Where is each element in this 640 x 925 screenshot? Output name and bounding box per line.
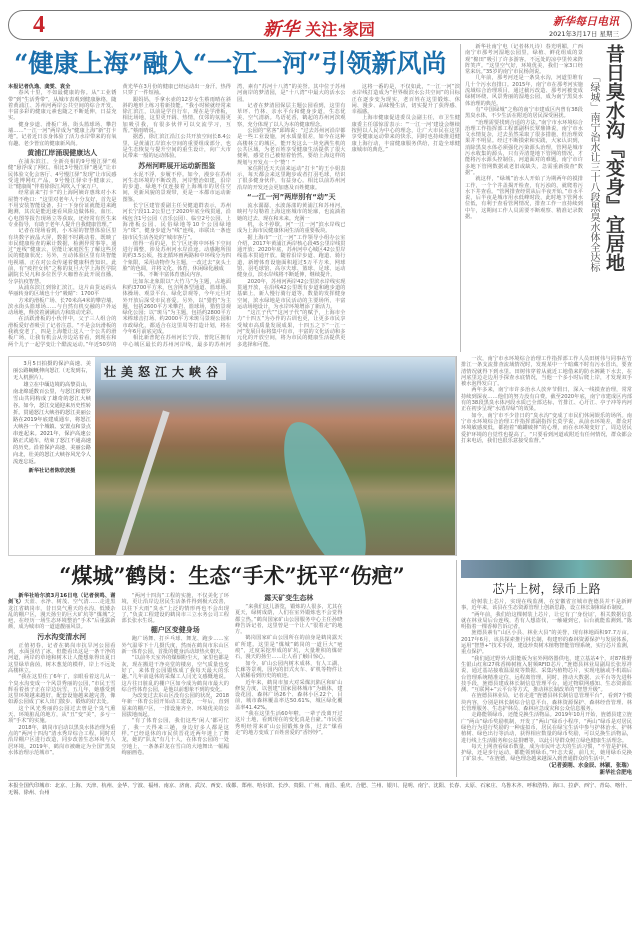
subhead-huangpu: 黄浦江岸涌现健康达人 xyxy=(27,148,98,157)
headline-shanghai: “健康上海”融入“一江一河”引领新风尚 xyxy=(14,49,447,78)
paragraph: “我在这里住了6年了，亲眼看着这几从一个臭水沟变成一个风景秀丽的公园，”市民王雪辉看着孩子正在岸边玩雪，五几年，她感受到这里环境越来越好，配套设施越来越完善，像如源公园成了家人出门散步、锻炼的好去处。 xyxy=(8,674,116,706)
caption-text: 3月5日拍摄的保泸高速、美丽公路蜿蜒伸向怒江（无发到右，无人机照片）。 xyxy=(13,361,91,381)
headline-chip: 芯片上树，绿币上路 xyxy=(492,582,601,596)
photo-credit: 新华社记者陈欣波摄 xyxy=(28,468,76,474)
paragraph: “来我们这儿游览，锻炼的人很多，尤其在夏天，绿树成荫，人们在室外锻炼也不会觉得都立热。”鹤岗国家矿山公园服务中心主任孙晓峰告诉记者，这里曾是一个让人“很着走”的地方。 xyxy=(235,604,343,636)
nujiang-canyon-photo xyxy=(95,357,455,555)
paragraph: 在活跃滑板的小伙伴中，父子三人组合的滑板爱好者吸引了记者注意。“不是会玩滑板的我就变老了，四是上海能让这人一个公共的滑板广场，让我有机会从旁边站着看，到现在和两个儿子一起学变让个酷流运动。”年近50岁的黄光华在3月份的健康已经运动出一身汗，热得只穿了一件短袖。 xyxy=(8,84,231,348)
paragraph: “治理需要找到合适的方法。”南宁市水环境综合治理工作指挥部工程部副科长覃鼎锋说，南宁市水文水情复杂，过去虽然采取了很多措施，但治理效果并不明显。经过不断摸索和实践，大家认识到，消除黑臭水体必须强化污染源头治理，管网是城市污水收集的源头，只有弄清楚地下管网的情况，才能将污水源头控制住，河道面对的难题，南宁市许多地下管网数据或老旧或缺失，急需重新摸查“数据”。 xyxy=(465,119,583,176)
lead: 天蓝、水净、树茂、空气清……走进黑龙江省鹤岗市，昔日臭气熏天的水沟，低矮杂乱的棚户区，漫天扬尘的巨大矿坑等“煤城”之疤，在经历一场生态环境整治“手术”后重露新颜，成为城市的一道道靓丽风景。 xyxy=(8,599,116,631)
highway-shape xyxy=(107,410,169,555)
paragraph: 跟妈妈，手拿水壶的12岁女生蔡雨晴在斜斜的地形上练习着新技能。“我小时候就经常来徐汇滨江，以前是学自行车，现在是学滑板，相比场地，这里更开阔、热情，仅邻的氛围更加吸引我，有很多伙伴可以交流学习，互帮。”蔡雨晴说。 xyxy=(122,96,231,135)
headline-hegang: “煤城”鹤岗：生态“手术”抚平“伤疤” xyxy=(59,563,405,588)
paragraph: 近年来，鹤岗市加大对采煤沉陷区和矿山修复力度，以创建“国家园林城市”为载体，建设花园、森林广场26个、森林小区22个，目前，城市森林覆盖率达50.61%，城区绿化覆盖率41.42%。 xyxy=(235,679,343,711)
paragraph: 一体，不断丰富体育惠民内容。 xyxy=(132,272,206,279)
paragraph: “有了体育公园，我们这些‘闲人’都可忙了，我一天得来三趟，身边好多人都是这样。”已经退休的市民侯晋花近两年迷上了舞龙，她的“队友”有几十人，在体育公园的一处空地上，一条条彩龙在雪白的大地舞出一幅幅绚丽画卷。 xyxy=(121,718,229,756)
chip-tree-photo xyxy=(461,560,632,578)
paragraph: 新华社南宁电（记者林凡诗）春光明媚，广西南宁市那考河湿地公园里，绿植、鲜花组成的景观“棉田”吸引了许多游客。不远处的凉亭里传来阵阵笑声。“这里空气好，环境优美，我们一家3口经常来玩。”35岁的南宁市民杨剑说。 xyxy=(465,44,583,76)
paragraph: 家住附近天天前来运动“打卡”的王小姐表示，每天都会来这里跑步或者打羽毛球，结识了很多健身伙伴，有益身心。相比以前苏州河沿岸的开发还会更加惠及百姓健康。 xyxy=(237,165,346,191)
article-chip-body xyxy=(461,599,632,763)
subtitle-nanning: 「绿城」南宁治水让三十八段黑臭水体全达标 xyxy=(588,72,599,272)
paragraph: 就这样，“绿城”治水人开始了为期两年的摸排工作，一个个井盖揭开检查，有污浊的，就爬着污水下井查看。“管网排查经常从后半夜开始，”市水平说，后半夜是城市用水低峰时段，此时地下管网水位低，有利于查看管网情况，排查工作一直持续到中午，这期间工作人员需要不断观察、精准记录数据。 xyxy=(465,176,583,221)
reporters: （记者姜刚、水金辰、林颖、张瑞） xyxy=(545,762,632,769)
nanning-titles xyxy=(583,44,629,352)
middle-band xyxy=(8,356,632,556)
byline: 本报记者仇逸、龚雯、袁全 xyxy=(8,84,71,90)
agency: 新华社合肥电 xyxy=(599,769,632,776)
subhead-shantytown: 棚户区变健身场 xyxy=(150,626,200,635)
paragraph: “这江子代”“这河子代”的赋予，上海市全力“十四五”为办作的古训也更，让更多市民享受城市高质量发展成果，十四五之下“一江一河”发展目标将集中有市，丰富的文化活动和多元化的开放空间，将为市民的健康生活提供更多选择和可能。 xyxy=(237,310,346,348)
paragraph: 据上海市“一江一河”工作领导小组办公室介绍，2017年黄浦江两岸核心段45公里岸线贯通开放；2020年底，苏州河中心城区42公里岸线基本贯通开放。随着沿岸步道、跑道、骑行道，新增体育设施面积超过5万平方米，网球馆、羽毛球馆、高尔夫球、篮球、足球、运动健身点，滨水岸线将不断延伸，继续提升。 xyxy=(237,234,346,279)
paragraph: 方米的滑板广场、长70米高4米的攀岩墙、滨水街头篮球场……与自然有机交融的户外运动场地，释放着满满活力和韵动光彩。 xyxy=(8,297,117,317)
article-nanning-body xyxy=(465,44,583,352)
paragraph: 如今，南宁市不少昔日的“臭水沟”变成了市民们休闲娱乐的场所。南宁市水环境综合治理工作指挥部副指挥长莫学说，从前水环境差，群众对环境敏感度低，都抱着“破罐破摔”的心理，而在水环境变好了，周边居民爱护环境的自觉性也提高了。“只要看到河道或附近有任何情况，群众都会打来电话，我们也很乐意接受监督。” xyxy=(461,412,632,444)
paragraph: 走路能领绿币，还能兑换生活物品。2019年10月开始，旌德县建立旌广“两山”绿币奖励机制，开发了“两山”绿币小程序，“两山”绿币是对居民绿色行为进行奖励的一种虚拟币，居民在绿宝生活中参与护林治水、护林植树、绿色出行等活动，获得相应数量的绿币奖励，可以兑换生活物品，进行线上生活服务和公益捐赠等，以此引导群众树立绿色健康生活理念。 xyxy=(461,712,632,744)
headline-nanning: 昔日臭水沟『变身』宜居地 xyxy=(603,44,625,272)
river-shape xyxy=(272,412,379,555)
subhead-two-banks: “一江一河”两岸别有“动”天 xyxy=(247,193,336,202)
photo-title: 壮美怒江大峡谷 xyxy=(101,363,226,380)
paragraph: 在浦东滨江，全新亮相的9号慢江驿“观健”悬浮成了网红。相比3号慢江驿“遇见”让市民体验文化会客厅、4号慢江驿“发现”让市民感受进博网红产品，9号慢江驿牵手健康云，让“健康阁”伴着徐徐江风吹入千家万户。 xyxy=(8,158,117,191)
paragraph: 为改变过去东山区没有公园的状况，2018年新一体育公园开始动工建设，一年后，直到原来的棚户区，一排设施齐全、环境优美的公园拔地而起。 xyxy=(121,693,229,719)
paragraph: 春风十里，不如最健康的你。从“工业锈带”到“生活秀带”，从城市表观到健康脉络，随着黄浦江、苏州河两岸公共空间的综合开发，丰富多彩的健康元素也随之不断延伸，日益充实。 xyxy=(8,90,117,122)
paragraph: 记者在梦清园保层主题公园看到，这里有草坪、竹林、亲水平台和健身步道，生态优美、空气清新。鸟语花香，鹤起的苏州河滨观察，充分体现了以人为本的健康理念。 xyxy=(237,102,346,128)
subhead-openpit: 露天矿变生态林 xyxy=(264,594,314,602)
caption-text: 雄立在中缅边境的高黎贡山，南北绵延数百公里，与怒江和碧罗雪山共同构成了雄奇的怒江大峡谷。如今，怒江交通迎来历史性转折。贯通怒江大峡谷的怒江美丽公路在2019年底建成通车，将怒江大峡谷一个个城镇、安置点和景点串连起来。2021年，保泸高速公路正式通车，结束了怒江不通高速的历史。沿着保泸高速、美丽公路向北，壮美的怒江大峡谷风光令人流连忘返。 xyxy=(13,382,91,465)
paragraph: 几年前，那考河还是一条臭水沟，河道里堆有几十个污水直排口。2015年，南宁市在那考河实施流域综合治理项目，通过截污改造、那考河被变成绿树环绕、风景秀丽的湿地公园，成为南宁黑臭水体治理的典范。 xyxy=(465,75,583,107)
page-number: 4 xyxy=(33,12,45,38)
article-nanning xyxy=(460,44,632,352)
paragraph: 如今，矿山公园内树木成林，有人工湖、长廊等景观，园内的旧式火车、矿机等物件让人依稀看到历史的痕迹。 xyxy=(235,660,343,680)
article-chip xyxy=(456,560,632,777)
paragraph: 从浦东滨江到徐汇滨江，这片由货运码头华丽转身的区域也十分“吸睛”：1700平 xyxy=(8,284,117,298)
paragraph: 一次，南宁市水环境综合治理工作指挥部工作人员田树伟与同事在竹排江一条支流排查流域情况时，发现某中一个暗藏不时有污水冒出，要查清情况就得下到水里。田树伟穿着从就近工地借来的防水裤跳下水去，在河底里边走边用手探查水底情况，当他一个多小时后爬上岸，才发现双手被水泡得发白了。 xyxy=(461,356,632,388)
paragraph: 在旌德县林业局，记者走进“旌德县林长制信息管理平台”，看到7个模块内容，分别是林长制综合信息平台、森林资源保护、森林经营管理、林长管理服务、生态护林员、森林应急成灾和公众信息服务。 xyxy=(461,693,632,713)
paragraph: 机，永不停歇。河“一江一河”滨水岸线已成为上海市民健康休闲生活的重要板块。 xyxy=(237,221,346,235)
photo-feature xyxy=(8,356,456,556)
paragraph: 这个风光秀丽的公园过去曾是个臭气熏天、环境脏乱的地方，从“丑”变“美”，多亏一项“手术”的实施。 xyxy=(8,705,116,725)
paper-name: 新华每日电讯 xyxy=(553,15,619,28)
paragraph: “两河十四沟”工程的实施，不仅美化了环境，更让沿岸边居民生活条件得到极大改善，以往下大雨“臭水”上泛的情形再也不会出现了，”负责工程建设的鹤岗市三立水务公司工程部长张水生说。 xyxy=(121,593,229,625)
paragraph: 长宁区建管委副主任吴健道群表示，苏州河长宁段11.2公里已于2020年底全线贯通，沿线包含1号公园（音乐公园）、临空2号公园、上海滑板公园、民俗绿地等10个公园绿地为“珠”，健身步道为“线”连线，串联出一条连接市民生活各处的“城市客厅”。 xyxy=(122,203,231,241)
photo-caption xyxy=(9,357,95,555)
paragraph: “两年前，我们给这棵树装上芯片，让它有了‘身份证’，相关数据信息就在林业局后台连线，若有人想盗伐，一触碰到它，后台就能监测到。”陈明指着一棵香樟告诉记者。 xyxy=(461,611,632,631)
paragraph: 两年多来，南宁市许多治水人放弃节假日，深入一线摸查治理，常常持续到深夜……他们的努力没有白费。截至2020年底，南宁市建成区内部有的38段黑臭水体河段水质已全部达标，竹排江、心圩江、亭子冲等内河正在初步呈现“水清岸绿”的效果。 xyxy=(461,387,632,413)
brand-logo: 新华 xyxy=(263,19,300,40)
paragraph: 正值初春，记者在鹤岗市抗旱河公园看到，水面虽结了冰，但能看出这是一条干净的河道，两岸的草地和树木让人能想象得出夏日这里绿草茵茵，树木葱茏的模样，岸上不远处高楼林立。 xyxy=(8,642,116,674)
footer xyxy=(8,780,632,801)
paper-info xyxy=(549,13,619,38)
paragraph: 公园的“常客”邱锦说：“过去苏州河沿岸都是一些工业设施，河水质量很差，如今在这种高楼林立的城区，能开发这么一块充满生机的公共区域，为老百姓享受健康生活提供了很大便利，感觉自己被惦着怡然，要给上海这样的规划与开发点一个‘赞’！” xyxy=(237,128,346,166)
paragraph: 2020年，苏州河两岸42公里滨水岸线实现贯通开放，在沿线42公里既有步道和跑步道的基础上，新人慢行骑行道等，数量的发挥健身空间，滨水绿地是市民活动的主要场所，丰富运动场地设计，为水岸环境增添了新活力。 xyxy=(237,278,346,310)
paragraph: 鹤岗国家矿山公园所在的前身是鹤岗露天矿所建。这里是“煤城”鹤岗的一道巨大“疤痕”，过度采挖形成的矿坑，大量堆积的煤矸石，漫天的扬尘……让人看了触目惊心。 xyxy=(235,635,343,661)
paragraph: 值得一看的是，长宁区还将中环桥下空间进行调整，涉及苏州河水岸沿途。动感跑所围的约3.5公顷，按北循环画两路和中环线分为四个象限，采用动物作为主题，一改过去“灰头土脸”的色调，并将文化、体育、休闲绿化融成 xyxy=(122,240,231,273)
article-nanning-body-cont xyxy=(456,356,632,556)
paragraph: 每天上网查看绿币数量，成为市民叶志夫的生活习惯，“不管是护林、护绿，还是步行运动，都能领到绿币。”叶志夫说，前几天，她用绿币兑换了矿泉水。“在旌德，绿色理念越来越深入到普通群众的生活中。” xyxy=(461,743,632,763)
paragraph: 给树装上芯片，实现在线监测，在安徽省宣城市旌德县并不是新鲜事，近年来，该县在生态资源管理上创新思路，设立林长制和绿币制度。 xyxy=(461,599,632,612)
paragraph: “我们通过野外大阳能板为室外网络器供电，建立基站4个，对87株野生银山红和27株香樟树植入射频RFID芯片，”旌德县林业局副局长张厚祥说，通过基站接收温湿度等数据、采集内植物芯片，实现电脑或手机端后台管理系统精准定位，远程离管理，同时，推动大数据、云平台等先进科技手段，旌德县建成林长制信息管理平台，通过物联网感知、生态资源监测、“互联网+”云平台等方式，推动林长制改革的“智慧升级”。 xyxy=(461,655,632,694)
section-name: 关注·家园 xyxy=(305,20,375,39)
issue-date: 2021年3月17日 星期三 xyxy=(548,30,619,38)
paragraph: 记者在现场看到，小木屋的智慧体验区里有块数字液晶大屏，数据不时跳动着，既映了市民健康检查的累计数据，检测异常事等。通过“连线”健康云，居能让家庭医生了解这些居民的健康状况；另外，互动体验区里有块智能电视墙，正在对公众传递着健康科普知识。此前，有“疫控女侠”之称的复旦大学上海医学院副院长吴凡和多位医学大咖曾在此开展直播，分享抗疫智慧。 xyxy=(8,228,117,285)
paragraph: 经常前来“打卡”的上海阿姨许惠珠对小木屋赞不绝口：“这里对老年人十分友好，首先是不用安装智能设备，扫一下身份证就能进来跑跑测，其次是能迅速看风险边做体检，血压、心电图等报告现场立等获取，还经常有医生来专业指导，有助于老年人提升自我健康管理。” xyxy=(8,190,117,228)
paragraph: 上海市健康促进委员会副主任，市卫生健康委主任邬惊雷表示：“‘一江一河’建设会继续按照以人民为中心的理念，让广大市民在这里享受健康运动带来的快乐，同时也持续推进健康上海行动，丰富健康服务供给，打造全球健康城市的典范。” xyxy=(351,115,460,153)
paragraph: 比如东北象限以“大竹马”为主题，占地面积约3700平方米，包含网条型通道、篮球场、体操场、观景平台、绿化景观等，今年元旦对外开放后深受市民喜爱。另外，以“猎豹”为主题，包括2600平方米攀岩、篮球场，猎豹景观绿化公园；以“斑马”为主题，包括约2800平方米棒球击打场、约2000平方米斑马景观公园和市政绿化，都适合在这里周等打造计划，将在今年6月前底完成。 xyxy=(122,278,231,335)
paragraph: 2018年，鹤岗市启动以黑臭水体治理为重点的“两河十四沟”清水秀岸综合工程，同时对沿岸棚户区进行改造，同步改善生态环境与人居环境。2019年，鹤岗市被确定为全国“黑臭水体治理示范城市”。 xyxy=(8,724,116,756)
paragraph: 据悉，徐汇滨江沿江公共开放空间长8.4公里，是黄浦江岸滨水空间的重要组成部分，也是生态恢复与提升空间的重生设计，向广大市民带来一般的运动体验。 xyxy=(122,134,231,160)
subhead-sewage: 污水沟变清水河 xyxy=(37,632,87,641)
paragraph: 健身步道、滑板广场、街头篮球场、攀岩墙……“一江一河”两岸成为“健康上海”新“打卡地”。记者近日亲身体验了活力水岸带来的有氧有趣、老少皆宜的健康新风尚。 xyxy=(8,121,117,147)
subhead-suzhou: 苏州河畔展开运动新图鉴 xyxy=(138,161,216,170)
paragraph: 相比新普陀在苏州河长宁段，普陀区拥有中心城区最长的苏州河岸线，最多的苏州河湾，素有“苏河十八湾”的美誉。其中位于苏州河南岸的梦清园，是“十八湾”中最大的活水公园。 xyxy=(122,84,346,348)
article-shanghai xyxy=(8,44,460,352)
article-chip-signature xyxy=(461,763,632,777)
paragraph: 旌德县素有“山区小县、林业大县”的美誉，现有林地面积97.7万亩。2017年6月，该县探索推行林长制，构建形的森林资源保护与发展体系，运用“智慧+”技术手段，建设珍贵树木植物智能管理系统，实行芯片监测，重点保护。 xyxy=(461,630,632,656)
section-title xyxy=(189,15,449,41)
paragraph: 水泥不浮，步履不停。如今，漫步在苏州河生态环境的不断改善，河岸整治如建，沿岸的步道、绿地不仅连接着上海城市的居住空间，更新风貌的景观带，更是一本都市运动新图鉴。 xyxy=(122,171,231,203)
paragraph: “以前冬天室外的煤烟粉尘大，家里也都是灰，现在搬进干净亮堂的楼房，空气质量也变好了，来体育公园锻炼成了我每天最大的乐趣。”几年前退休的采煤工人闫光文感慨地说。这片往日脏乱的棚户区如今成为鹤岗市最大的综合性体育公园，是他以前想象不到的变化。 xyxy=(121,655,229,693)
paragraph: 跑广场舞、打乒乓球、舞龙、跑步……室外气温零下十几摄氏度，然而在鹤岗市东山区新一体育公园，首批的健身活动却热火朝天。 xyxy=(121,636,229,656)
paragraph: 流水潺潺，水波荡漾的黄浦江和苏州河，映衬与勾勒着上海这座城市的轮廓，也流淌着她的过去、现在和未来。充满一 xyxy=(237,203,346,222)
article-hegang xyxy=(8,560,456,777)
top-band xyxy=(8,44,632,352)
paragraph: “我在这里生活60年啦，一辈子没离开过这片土地，看到现在的变化真是自豪。”市民张秀明经常来矿山公园锻炼身体，过去“煤看走”的地方变成了百姓喜爱的“香饽饽”。 xyxy=(235,711,343,736)
article-hegang-body xyxy=(8,593,456,759)
byline: 新华社哈尔滨3月16日电（记者侯鸣、谢剑飞） xyxy=(8,593,116,606)
article-shanghai-body xyxy=(8,84,460,352)
bottom-band xyxy=(8,560,632,777)
paragraph: 有“中国绿城”之称的南宁市建成区内曾有38段黑臭水体，不少生活在附近的居民深受困扰。 xyxy=(465,106,583,120)
masthead xyxy=(8,10,632,40)
print-cities: 本报全国代印城市：北京、上海、天津、杭州、金华、宁波、福州、南京、济南、武汉、西安、成都、郑州、哈尔滨、长沙、贵阳、广州、南昌、重庆、合肥、兰州、银川、昆明、南宁、沈阳、长春、太原、石家庄、乌鲁木齐、呼和浩特、海口、拉萨、西宁、青岛、喀什、无锡、徐州、台州 xyxy=(8,782,631,796)
paragraph: 这将一番的是，不仅如此，“一江一河”滨水岸线打造成为“世界级滨水公共空间”的目标正在逐步变为现实，老百姓在这里锻炼、休闲、漫步、品味慢生活，切实提升了获得感、幸福感。 xyxy=(351,84,460,116)
